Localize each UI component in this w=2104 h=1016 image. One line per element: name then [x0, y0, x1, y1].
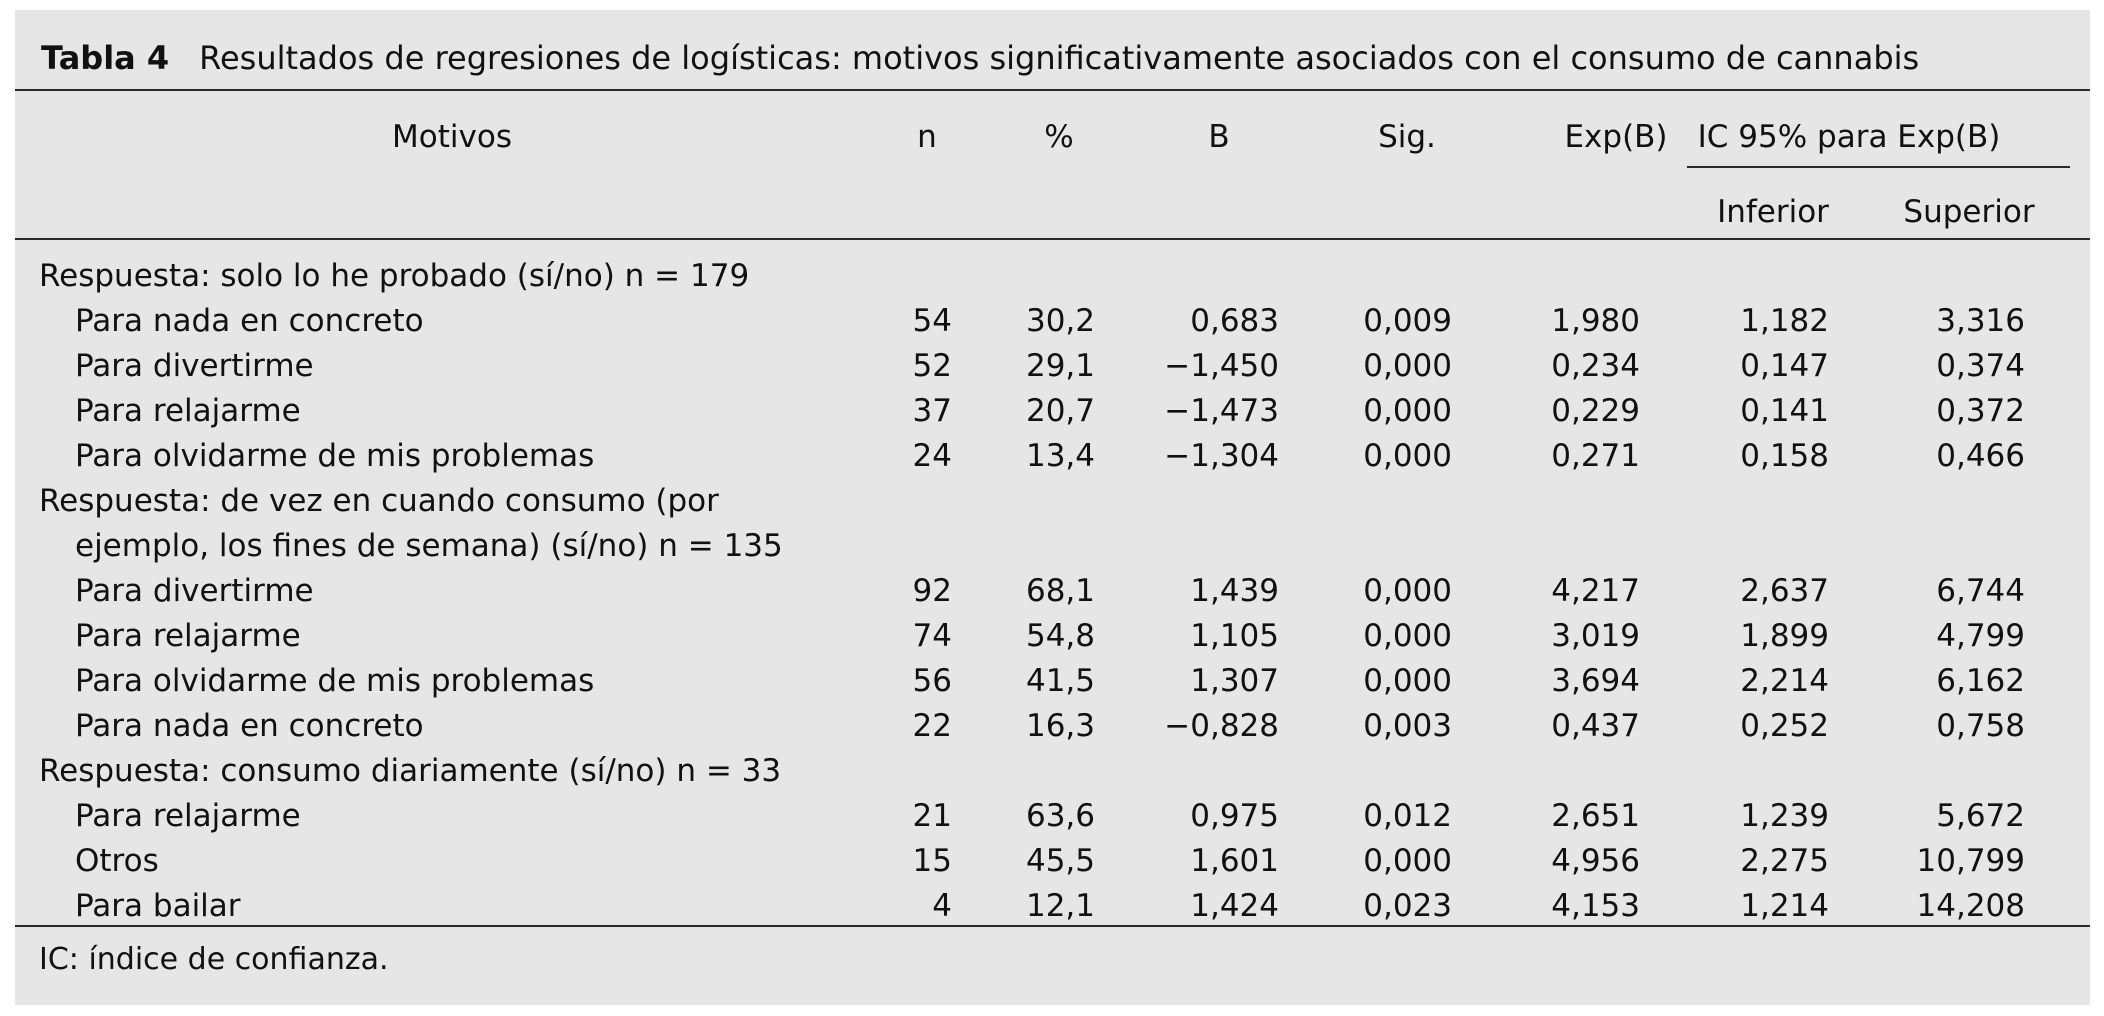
cell-inf: 2,214 [1740, 663, 1829, 699]
table-label: Tabla 4 [41, 39, 170, 77]
cell-b: −1,450 [1164, 348, 1279, 384]
cell-sig: 0,009 [1363, 303, 1452, 339]
table-row [15, 794, 2090, 839]
cell-sig: 0,000 [1363, 573, 1452, 609]
cell-sig: 0,000 [1363, 393, 1452, 429]
table-row [15, 839, 2090, 884]
cell-pct: 41,5 [1025, 663, 1095, 699]
cell-expb: 0,271 [1551, 438, 1640, 474]
table-row [15, 614, 2090, 659]
top-rule [15, 89, 2090, 91]
header-motivos: Motivos [392, 119, 512, 155]
cell-pct: 30,2 [1025, 303, 1095, 339]
group-header-row [15, 749, 2090, 794]
cell-n: 37 [912, 393, 952, 429]
cell-sig: 0,012 [1363, 798, 1452, 834]
table-row [15, 704, 2090, 749]
cell-expb: 0,437 [1551, 708, 1640, 744]
table-row [15, 569, 2090, 614]
row-label: Otros [75, 843, 159, 879]
header-expb: Exp(B) [1564, 119, 1668, 155]
cell-inf: 2,275 [1740, 843, 1829, 879]
bottom-rule [15, 925, 2090, 927]
row-label: Para nada en concreto [75, 708, 424, 744]
row-label: Para divertirme [75, 573, 314, 609]
cell-b: 1,424 [1190, 888, 1279, 924]
cell-b: −1,473 [1164, 393, 1279, 429]
cell-expb: 2,651 [1551, 798, 1640, 834]
cell-expb: 4,153 [1551, 888, 1640, 924]
cell-b: 1,105 [1190, 618, 1279, 654]
cell-sup: 3,316 [1936, 303, 2025, 339]
row-label: Para relajarme [75, 798, 301, 834]
cell-sup: 4,799 [1936, 618, 2025, 654]
header-pct: % [1044, 119, 1074, 155]
row-label: Para relajarme [75, 618, 301, 654]
cell-b: −1,304 [1164, 438, 1279, 474]
cell-sig: 0,023 [1363, 888, 1452, 924]
cell-sup: 10,799 [1916, 843, 2025, 879]
group-label: ejemplo, los fines de semana) (sí/no) n = 135 [75, 528, 783, 564]
ic-subrule [1687, 166, 2070, 168]
header-sig: Sig. [1378, 119, 1436, 155]
cell-inf: 1,899 [1740, 618, 1829, 654]
header-superior: Superior [1903, 194, 2035, 230]
cell-sup: 5,672 [1936, 798, 2025, 834]
cell-pct: 16,3 [1025, 708, 1095, 744]
cell-expb: 3,019 [1551, 618, 1640, 654]
cell-b: 1,439 [1190, 573, 1279, 609]
cell-inf: 1,239 [1740, 798, 1829, 834]
cell-pct: 63,6 [1025, 798, 1095, 834]
table-body [15, 254, 2090, 929]
cell-expb: 0,234 [1551, 348, 1640, 384]
row-label: Para olvidarme de mis problemas [75, 438, 595, 474]
header-n: n [917, 119, 937, 155]
cell-sig: 0,000 [1363, 348, 1452, 384]
cell-n: 92 [912, 573, 952, 609]
cell-pct: 20,7 [1025, 393, 1095, 429]
row-label: Para divertirme [75, 348, 314, 384]
cell-n: 24 [912, 438, 952, 474]
table-row [15, 299, 2090, 344]
group-label: Respuesta: de vez en cuando consumo (por [39, 483, 719, 519]
cell-sig: 0,000 [1363, 663, 1452, 699]
cell-expb: 4,217 [1551, 573, 1640, 609]
cell-pct: 12,1 [1025, 888, 1095, 924]
cell-sup: 0,758 [1936, 708, 2025, 744]
cell-expb: 0,229 [1551, 393, 1640, 429]
table-row [15, 344, 2090, 389]
cell-n: 22 [912, 708, 952, 744]
cell-inf: 0,141 [1740, 393, 1829, 429]
cell-sig: 0,003 [1363, 708, 1452, 744]
cell-sup: 14,208 [1916, 888, 2025, 924]
table-caption [41, 38, 1919, 78]
cell-n: 15 [912, 843, 952, 879]
table-panel [15, 10, 2090, 1005]
cell-b: 0,683 [1190, 303, 1279, 339]
cell-sup: 0,466 [1936, 438, 2025, 474]
header-inferior: Inferior [1717, 194, 1829, 230]
header-b: B [1208, 119, 1230, 155]
cell-inf: 0,252 [1740, 708, 1829, 744]
cell-expb: 4,956 [1551, 843, 1640, 879]
cell-sup: 6,744 [1936, 573, 2025, 609]
table-row [15, 884, 2090, 929]
row-label: Para olvidarme de mis problemas [75, 663, 595, 699]
row-label: Para relajarme [75, 393, 301, 429]
cell-inf: 2,637 [1740, 573, 1829, 609]
cell-sig: 0,000 [1363, 438, 1452, 474]
cell-sig: 0,000 [1363, 843, 1452, 879]
group-header-row [15, 254, 2090, 299]
group-label: Respuesta: solo lo he probado (sí/no) n = 179 [39, 258, 750, 294]
header-rule [15, 238, 2090, 240]
table-title: Resultados de regresiones de logísticas: motivos significativamente asociados con el consumo de cannabis [199, 39, 1920, 77]
group-header-row [15, 479, 2090, 524]
row-label: Para bailar [75, 888, 241, 924]
cell-sup: 6,162 [1936, 663, 2025, 699]
cell-pct: 13,4 [1025, 438, 1095, 474]
table-footnote: IC: índice de confianza. [39, 942, 389, 977]
table-row [15, 434, 2090, 479]
group-header-row [15, 524, 2090, 569]
cell-pct: 68,1 [1025, 573, 1095, 609]
cell-inf: 1,182 [1740, 303, 1829, 339]
cell-inf: 1,214 [1740, 888, 1829, 924]
cell-b: 1,601 [1190, 843, 1279, 879]
header-ic: IC 95% para Exp(B) [1697, 119, 2001, 155]
cell-n: 54 [912, 303, 952, 339]
cell-inf: 0,158 [1740, 438, 1829, 474]
cell-n: 21 [912, 798, 952, 834]
cell-sup: 0,374 [1936, 348, 2025, 384]
group-label: Respuesta: consumo diariamente (sí/no) n = 33 [39, 753, 782, 789]
cell-expb: 3,694 [1551, 663, 1640, 699]
cell-n: 56 [912, 663, 952, 699]
table-row [15, 659, 2090, 704]
row-label: Para nada en concreto [75, 303, 424, 339]
cell-sup: 0,372 [1936, 393, 2025, 429]
cell-n: 74 [912, 618, 952, 654]
table-row [15, 389, 2090, 434]
cell-sig: 0,000 [1363, 618, 1452, 654]
cell-expb: 1,980 [1551, 303, 1640, 339]
cell-n: 4 [932, 888, 952, 924]
cell-b: 1,307 [1190, 663, 1279, 699]
cell-pct: 54,8 [1025, 618, 1095, 654]
cell-b: −0,828 [1164, 708, 1279, 744]
cell-inf: 0,147 [1740, 348, 1829, 384]
cell-pct: 29,1 [1025, 348, 1095, 384]
cell-n: 52 [912, 348, 952, 384]
cell-b: 0,975 [1190, 798, 1279, 834]
cell-pct: 45,5 [1025, 843, 1095, 879]
